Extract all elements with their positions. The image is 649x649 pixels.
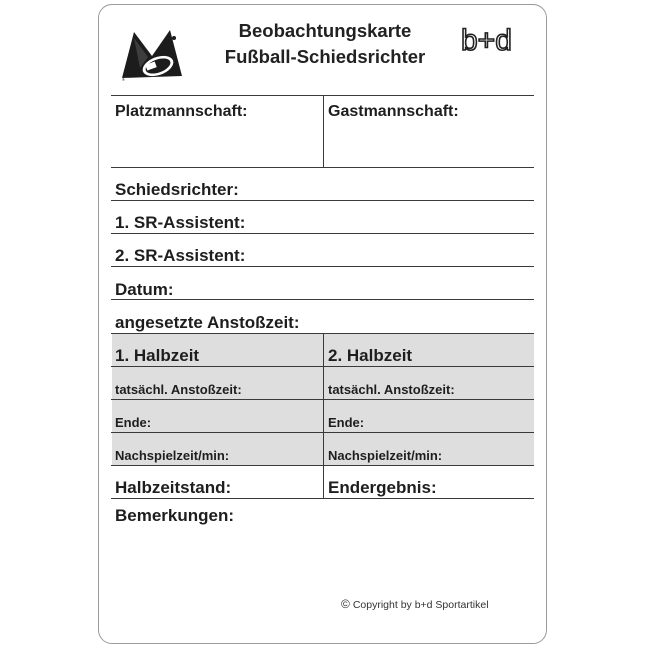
- halftime-score-label: Halbzeitstand:: [115, 478, 232, 497]
- final-score-label: Endergebnis:: [328, 478, 437, 497]
- first-half-stoppage-label: Nachspielzeit/min:: [115, 448, 230, 463]
- date-label: Datum:: [115, 280, 174, 299]
- divider: [111, 266, 534, 267]
- first-half-end-label: Ende:: [115, 415, 152, 430]
- second-half-actual-kickoff-label: tatsächl. Anstoßzeit:: [328, 382, 455, 397]
- assistant1-label: 1. SR-Assistent:: [115, 213, 246, 232]
- home-team-label: Platzmannschaft:: [115, 103, 248, 120]
- second-half-stoppage-label: Nachspielzeit/min:: [328, 448, 443, 463]
- bd-brand-logo-icon: [460, 24, 526, 56]
- first-half-actual-kickoff-label: tatsächl. Anstoßzeit:: [115, 382, 242, 397]
- second-half-heading: 2. Halbzeit: [328, 346, 413, 365]
- svg-text:®: ®: [122, 77, 125, 82]
- divider: [111, 167, 534, 168]
- referee-label: Schiedsrichter:: [115, 180, 239, 199]
- copyright-text: Copyright by b+d Sportartikel: [352, 599, 489, 611]
- divider: [111, 233, 534, 234]
- divider: [111, 498, 534, 499]
- first-half-heading: 1. Halbzeit: [115, 346, 200, 365]
- remarks-label: Bemerkungen:: [115, 506, 235, 525]
- copyright-notice: [341, 597, 489, 611]
- divider: [111, 299, 534, 300]
- copyright-symbol: ©: [341, 597, 350, 611]
- divider: [111, 200, 534, 201]
- brand-logo-text: b+d: [461, 24, 512, 56]
- team-column-divider: [323, 95, 324, 167]
- second-half-end-label: Ende:: [328, 415, 365, 430]
- card-title-line2: Fußball-Schiedsrichter: [224, 46, 426, 67]
- card-title-line1: Beobachtungskarte: [238, 20, 412, 41]
- half-column-divider: [323, 333, 324, 498]
- scheduled-kickoff-label: angesetzte Anstoßzeit:: [115, 313, 300, 332]
- assistant2-label: 2. SR-Assistent:: [115, 246, 246, 265]
- referee-flags-logo-icon: [120, 26, 186, 82]
- guest-team-label: Gastmannschaft:: [328, 103, 459, 120]
